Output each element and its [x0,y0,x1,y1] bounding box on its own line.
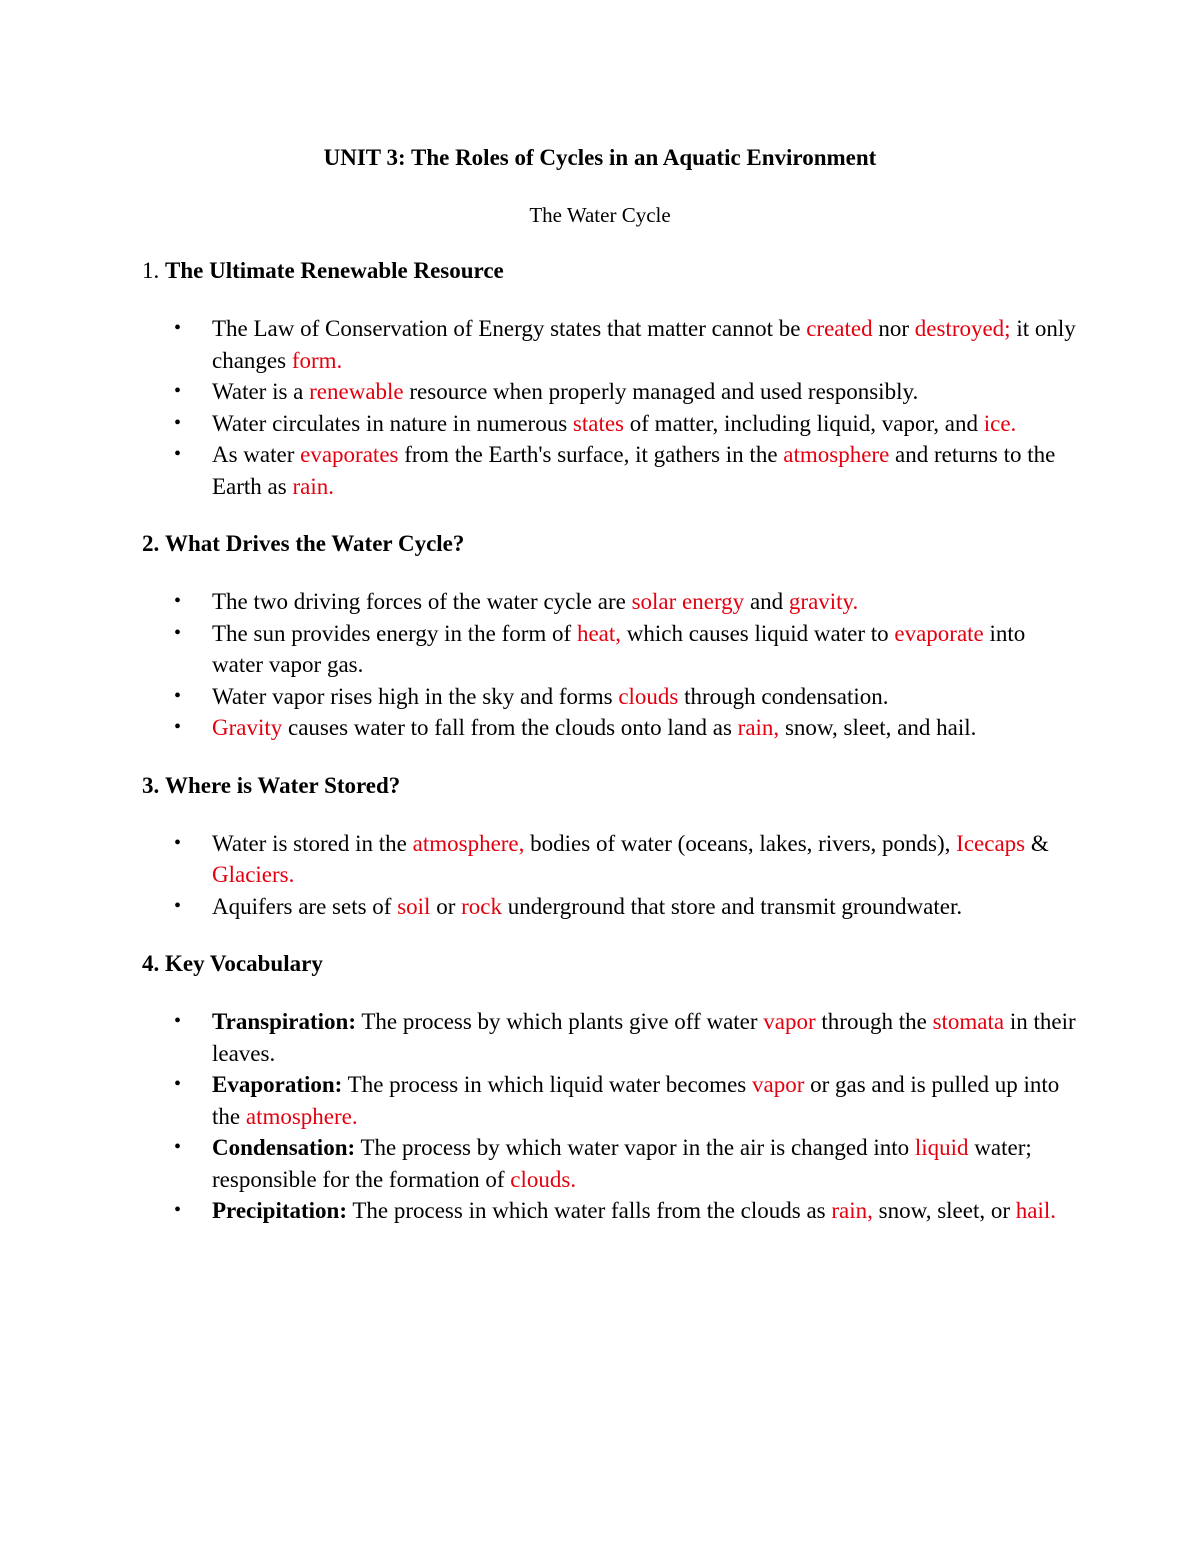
list-item [142,1069,1082,1132]
highlighted-text: rain, [737,715,780,740]
text-run: snow, sleet, and hail. [779,715,977,740]
text-run: and returns to the Earth as [212,442,1056,499]
list-item [142,1132,1082,1195]
highlighted-text: solar energy [631,589,745,614]
bullet-icon: • [174,1136,182,1158]
section-title: Key Vocabulary [165,951,323,976]
highlighted-text: heat, [576,620,621,646]
text-run: or [430,893,462,919]
section-heading [142,947,1082,981]
text-run: Aquifers are sets of [212,893,398,919]
highlighted-text: ice. [983,410,1017,436]
document-subtitle: The Water Cycle [529,203,671,227]
bullet-list [142,586,1082,744]
document-body [142,254,1082,1252]
text-run: bodies of water (oceans, lakes, rivers, ponds), [524,830,957,856]
list-item [142,828,1082,891]
vocab-term: Evaporation: [212,1072,343,1097]
vocab-term: Precipitation: [212,1198,347,1223]
text-run: The sun provides energy in the form of [212,620,577,646]
list-item [142,586,1082,618]
highlighted-text: liquid [914,1135,969,1160]
highlighted-text: destroyed; [914,316,1011,341]
highlighted-text: Icecaps [956,830,1026,856]
highlighted-text: created [806,316,873,341]
text-run: & [1025,830,1049,856]
list-item [142,313,1082,376]
highlighted-text: atmosphere, [412,830,525,856]
text-run: through the [815,1009,933,1034]
highlighted-text: Glaciers. [212,862,295,887]
bullet-icon: • [174,831,182,854]
highlighted-text: hail. [1015,1198,1056,1223]
text-run: into water vapor gas. [212,620,1026,677]
highlighted-text: rain. [292,473,334,499]
bullet-icon: • [174,380,182,402]
section-heading [142,527,1082,561]
bullet-icon: • [174,411,182,434]
text-run: from the Earth's surface, it gathers in the [398,442,784,467]
highlighted-text: Gravity [212,715,283,740]
text-run: The process in which water falls from the clouds as [347,1198,832,1223]
highlighted-text: soil [397,893,431,919]
bullet-icon: • [174,1199,182,1221]
bullet-icon: • [174,1010,182,1032]
text-run: in their leaves. [212,1009,1076,1066]
section-number: 2. [142,531,160,556]
text-run: The process by which water vapor in the air is changed into [355,1135,915,1160]
section-title: Where is Water Stored? [165,772,401,798]
list-item [142,1195,1082,1227]
text-run: Water is a [212,379,310,404]
bullet-list [142,828,1082,923]
highlighted-text: clouds [618,683,679,709]
list-item [142,681,1082,713]
text-run: through condensation. [678,683,889,709]
text-run: snow, sleet, or [872,1198,1016,1223]
text-run: The Law of Conservation of Energy states that matter cannot be [212,316,807,341]
highlighted-text: rock [461,893,502,919]
text-run: of matter, including liquid, vapor, and [624,410,984,436]
text-run: Water vapor rises high in the sky and forms [212,683,619,709]
section-heading [142,769,1082,803]
section-number: 3. [142,772,160,798]
section-heading [142,254,1082,288]
text-run: nor [872,316,915,341]
vocab-term: Condensation: [212,1135,356,1160]
text-run: it only changes [212,316,1076,373]
bullet-icon: • [174,684,182,707]
text-run: As water [212,442,301,467]
vocab-term: Transpiration: [212,1009,356,1034]
highlighted-text: form. [291,347,343,373]
list-item [142,891,1082,923]
highlighted-text: gravity. [788,589,859,614]
text-run: The process by which plants give off water [355,1009,764,1034]
highlighted-text: vapor [763,1009,816,1034]
bullet-icon: • [174,1073,182,1095]
text-run: underground that store and transmit groundwater. [502,893,963,919]
list-item [142,1006,1082,1069]
highlighted-text: vapor [751,1072,805,1097]
bullet-icon: • [174,317,182,339]
section-title: What Drives the Water Cycle? [165,531,465,556]
list-item [142,712,1082,744]
text-run: water; responsible for the formation of [212,1135,1032,1192]
highlighted-text: rain, [831,1198,873,1223]
list-item [142,618,1082,681]
text-run: resource when properly managed and used responsibly. [403,379,919,404]
bullet-icon: • [174,621,182,644]
list-item [142,376,1082,408]
highlighted-text: evaporates [300,442,399,467]
section-number: 1. [142,258,160,283]
bullet-list [142,1006,1082,1227]
bullet-icon: • [174,894,182,917]
text-run: The process in which liquid water becomes [342,1072,752,1097]
text-run: causes water to fall from the clouds onto land as [282,715,738,740]
list-item [142,408,1082,440]
list-item [142,439,1082,502]
section-title: The Ultimate Renewable Resource [165,258,504,283]
document-title: UNIT 3: The Roles of Cycles in an Aquatic Environment [323,145,877,170]
bullet-icon: • [174,716,182,738]
highlighted-text: renewable [309,379,404,404]
bullet-icon: • [174,443,182,465]
text-run: or gas and is pulled up into the [212,1072,1060,1129]
highlighted-text: clouds. [510,1166,577,1192]
highlighted-text: states [572,410,625,436]
highlighted-text: atmosphere. [245,1103,358,1129]
bullet-icon: • [174,590,182,612]
text-run: The two driving forces of the water cycle are [212,589,632,614]
highlighted-text: stomata [932,1009,1005,1034]
text-run: and [744,589,789,614]
text-run: which causes liquid water to [621,620,895,646]
text-run: Water is stored in the [212,830,413,856]
highlighted-text: atmosphere [783,442,890,467]
highlighted-text: evaporate [894,620,984,646]
text-run: Water circulates in nature in numerous [212,410,573,436]
bullet-list [142,313,1082,502]
section-number: 4. [142,951,160,976]
